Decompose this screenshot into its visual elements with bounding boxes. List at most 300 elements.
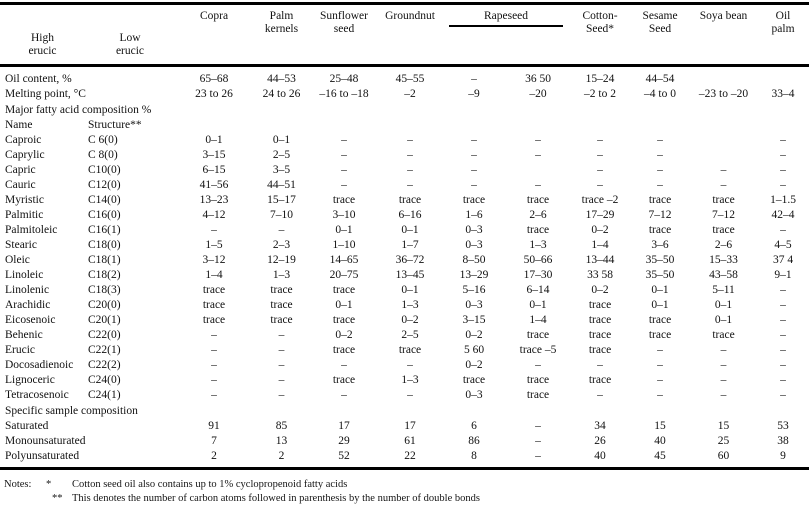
column-header-high-erucic [0,27,85,66]
value-cell: – [278,224,285,236]
value-cell: trace [648,314,672,326]
row-cauric [0,178,809,193]
value-cell: trace [332,374,356,386]
value-cell [690,133,757,148]
column-header-label: Copra [199,10,229,22]
value-cell: – [407,389,413,401]
value-cell [690,118,757,133]
value-cell: 14–65 [329,254,359,266]
notes-prefix: Notes: [4,479,32,490]
value-cell [442,118,506,133]
value-cell: 9 [780,450,786,462]
value-cell: 4–5 [774,239,792,251]
value-cell: – [780,149,786,161]
value-cell: 1–5 [205,239,223,251]
value-cell: – [780,134,786,146]
value-cell: 0–1 [714,299,733,311]
value-cell: – [341,134,347,146]
row-capric [0,163,809,178]
value-cell: trace [202,314,226,326]
value-cell: trace [648,194,672,206]
value-cell: 5–16 [462,284,486,296]
value-cell: 20–75 [329,269,359,281]
value-cell: trace [526,374,550,386]
value-cell: 0–3 [465,224,483,236]
value-cell: – [780,284,786,296]
fatty-acid-name: Cauric [5,179,36,191]
fatty-acid-structure: C18(0) [88,239,121,251]
row-palmitic [0,208,809,223]
column-header-groundnut [378,4,442,66]
value-cell: – [535,149,541,161]
value-cell [506,118,570,133]
value-cell: – [535,435,541,447]
row-linoleic [0,268,809,283]
value-cell: – [471,149,477,161]
value-cell: – [341,179,347,191]
value-cell [506,163,570,178]
value-cell: 22 [404,450,416,462]
value-cell: 13–45 [395,269,425,281]
value-cell: – [657,374,663,386]
row-saturated [0,419,809,434]
row-arachidic [0,298,809,313]
value-cell: 1–7 [401,239,419,251]
value-cell: trace [462,374,486,386]
value-cell: trace [332,314,356,326]
column-header-label: Low erucic [115,32,145,57]
value-cell [757,118,809,133]
value-cell: – [720,359,727,371]
fatty-acid-structure: C14(0) [88,194,121,206]
value-cell: 26 [594,435,606,447]
value-cell: 3–5 [272,164,291,176]
value-cell: 5–11 [712,284,735,296]
value-cell: – [278,389,285,401]
fatty-acid-structure: C16(0) [88,209,121,221]
column-header-soya-bean [690,4,757,66]
value-cell: 86 [468,435,480,447]
value-cell: 2–3 [272,239,291,251]
value-cell: 23 to 26 [195,88,233,100]
value-cell: – [657,179,663,191]
value-cell: 13–23 [199,194,229,206]
value-cell: 1–10 [332,239,356,251]
header-row-main [0,4,809,28]
fatty-acid-name: Caproic [5,134,42,146]
value-cell: – [720,344,727,356]
value-cell: 1–3 [401,374,419,386]
value-cell: 1–3 [272,269,291,281]
value-cell: trace –2 [581,194,619,206]
value-cell: – [780,374,786,386]
value-cell: trace [588,299,612,311]
fatty-acid-name: Caprylic [5,149,45,161]
note-line [0,478,809,492]
value-cell: 1–3 [529,239,547,251]
value-cell: 8 [471,450,477,462]
value-cell: – [471,179,477,191]
header-empty-corner [0,4,175,28]
value-cell: – [211,224,217,236]
value-cell: –23 to –20 [698,88,749,100]
column-header-low-erucic [85,27,175,66]
value-cell: trace [462,194,486,206]
value-cell: 25 [717,435,730,447]
value-cell: 2–6 [529,209,547,221]
column-header-sunflower-seed [310,4,378,66]
table-body [0,66,809,469]
row-label: Saturated [5,420,49,432]
fatty-acid-name: Palmitic [5,209,44,221]
value-cell: – [535,450,541,462]
value-cell: 1–4 [529,314,547,326]
value-cell: – [211,389,217,401]
value-cell: – [780,359,786,371]
value-cell: trace [398,194,422,206]
value-cell: –2 to 2 [584,88,616,100]
value-cell: 36–72 [395,254,425,266]
value-cell [630,118,690,133]
value-cell: 15–17 [267,194,296,206]
column-header-label: Soya bean [699,10,748,22]
value-cell: 0–1 [401,224,419,236]
value-cell: – [657,359,663,371]
note-marker: * [46,479,52,490]
column-header-label: High erucic [28,32,57,57]
value-cell: – [780,344,786,356]
value-cell: 0–2 [335,329,353,341]
value-cell: trace [648,329,672,341]
value-cell: 17–30 [523,269,553,281]
fatty-acid-name: Name [5,119,33,131]
value-cell: – [720,179,727,191]
value-cell: 38 [777,435,789,447]
value-cell: 1–4 [205,269,223,281]
value-cell: – [278,359,285,371]
row-caprylic [0,148,809,163]
value-cell: – [657,164,663,176]
fatty-acid-structure: C10(0) [88,164,121,176]
value-cell: – [211,374,217,386]
fatty-acid-structure: C20(0) [88,299,121,311]
value-cell: 5 60 [463,344,485,356]
value-cell: 0–2 [591,224,609,236]
fatty-acid-name: Capric [5,164,36,176]
value-cell [175,118,253,133]
row-behenic [0,328,809,343]
value-cell: 2–5 [272,149,291,161]
section-label: Specific sample composition [5,404,138,417]
value-cell: 3–15 [202,149,226,161]
value-cell: – [407,164,413,176]
value-cell: 13 [275,435,288,447]
value-cell: trace [712,329,735,341]
value-cell [690,66,757,88]
value-cell: – [471,73,477,85]
oilseed-composition-table [0,2,809,470]
notes-block [0,478,809,506]
value-cell: – [597,359,603,371]
value-cell: 0–2 [401,314,419,326]
fatty-acid-structure: C22(2) [88,359,121,371]
fatty-acid-structure: Structure** [88,119,142,131]
value-cell: trace [526,224,550,236]
value-cell: 36 50 [525,73,551,85]
value-cell: – [720,389,727,401]
fatty-acid-name: Behenic [5,329,43,341]
value-cell: 50–66 [523,254,553,266]
fatty-acid-name: Docosadienoic [5,359,74,371]
value-cell: trace [398,344,422,356]
value-cell: trace [332,344,356,356]
value-cell: trace [332,194,356,206]
note-marker: ** [52,493,63,504]
note-text: Cotton seed oil also contains up to 1% cyclopropenoid fatty acids [72,479,348,490]
row-lignoceric [0,373,809,388]
column-header-label: Palm kernels [264,10,299,35]
value-cell: 3–15 [462,314,486,326]
value-cell: – [720,374,727,386]
value-cell: trace [588,314,612,326]
fatty-acid-structure: C18(1) [88,254,121,266]
value-cell: trace [588,344,612,356]
row-linolenic [0,283,809,298]
fatty-acid-structure: C22(0) [88,329,121,341]
value-cell: – [597,134,603,146]
value-cell: trace [588,329,612,341]
value-cell: –2 [404,88,416,100]
row-name [0,118,809,133]
value-cell: – [780,389,786,401]
value-cell: 60 [717,450,730,462]
value-cell: – [341,149,347,161]
value-cell: – [341,164,347,176]
value-cell: 13–44 [585,254,615,266]
value-cell: –16 to –18 [319,88,369,100]
value-cell: 7 [211,435,217,447]
value-cell: – [535,134,541,146]
value-cell: 15 [654,420,666,432]
value-cell: – [780,164,786,176]
row-myristic [0,193,809,208]
value-cell: – [780,224,786,236]
value-cell: 0–1 [335,299,353,311]
fatty-acid-name: Stearic [5,239,37,251]
row-eicosenoic [0,313,809,328]
value-cell: – [597,179,603,191]
value-cell: 0–1 [714,314,733,326]
value-cell: – [597,389,603,401]
value-cell: – [535,359,541,371]
value-cell: 2–6 [714,239,733,251]
row-oil-content [0,66,809,88]
value-cell: – [407,179,413,191]
row-tetracosenoic [0,388,809,403]
fatty-acid-structure: C18(2) [88,269,121,281]
column-header-palm-kernels [253,4,310,66]
column-header-label: Groundnut [385,10,435,22]
fatty-acid-structure: C22(1) [88,344,121,356]
rapeseed-underline [449,25,563,27]
note-text: This denotes the number of carbon atoms followed in parenthesis by the number of double bonds [72,493,480,504]
row-melting-point-c [0,87,809,102]
value-cell: 13–29 [459,269,489,281]
value-cell: –4 to 0 [644,88,676,100]
row-label: Oil content, % [5,73,72,85]
value-cell: 35–50 [645,269,675,281]
row-major-fatty-acid-composition [0,102,809,118]
value-cell: 1–6 [465,209,483,221]
value-cell: 33 58 [587,269,613,281]
value-cell: trace [202,299,226,311]
value-cell: 2 [211,450,217,462]
value-cell [378,118,442,133]
fatty-acid-name: Erucic [5,344,36,356]
value-cell: 0–2 [465,359,483,371]
fatty-acid-structure: C12(0) [88,179,121,191]
value-cell: – [471,164,477,176]
column-header-label: Sunflower seed [320,10,368,35]
value-cell: – [657,389,663,401]
column-header-label: Oil palm [771,10,795,35]
row-polyunsaturated [0,449,809,469]
value-cell: 2–5 [401,329,419,341]
value-cell: 7–10 [270,209,293,221]
value-cell: 15–33 [709,254,738,266]
row-stearic [0,238,809,253]
value-cell: – [657,344,663,356]
row-monounsaturated [0,434,809,449]
value-cell: 33–4 [771,88,795,100]
value-cell: –20 [529,88,547,100]
value-cell: 40 [654,435,666,447]
fatty-acid-structure: C24(1) [88,389,121,401]
value-cell: trace [588,374,612,386]
value-cell: – [657,149,663,161]
fatty-acid-name: Linolenic [5,284,50,296]
row-oleic [0,253,809,268]
value-cell: trace [712,194,735,206]
value-cell: trace [526,329,550,341]
value-cell [310,118,378,133]
fatty-acid-name: Myristic [5,194,44,206]
fatty-acid-name: Palmitoleic [5,224,58,236]
value-cell: 7–12 [712,209,736,221]
column-header-cotton-seed [570,4,630,66]
value-cell [757,66,809,88]
value-cell: trace [270,314,293,326]
value-cell: – [278,344,285,356]
value-cell: 0–3 [465,239,483,251]
value-cell: 6–15 [202,164,226,176]
value-cell: – [278,329,285,341]
row-docosadienoic [0,358,809,373]
value-cell: 44–54 [645,73,675,85]
value-cell: 17 [404,420,416,432]
value-cell: 29 [338,435,350,447]
column-header-label: Sesame Seed [642,10,678,35]
value-cell: 0–3 [465,389,483,401]
value-cell [690,148,757,163]
value-cell: 0–1 [529,299,547,311]
value-cell: 0–1 [205,134,223,146]
column-header-sesame-seed [630,4,690,66]
row-label: Polyunsaturated [5,450,80,462]
value-cell: 37 4 [772,254,794,266]
value-cell: – [278,374,285,386]
value-cell: – [535,179,541,191]
value-cell: 45 [654,450,666,462]
value-cell: 52 [338,450,350,462]
fatty-acid-name: Linoleic [5,269,44,281]
value-cell: 44–51 [267,179,296,191]
value-cell: – [341,359,347,371]
value-cell: 65–68 [199,73,229,85]
value-cell: 0–1 [335,224,353,236]
value-cell: 0–3 [465,299,483,311]
value-cell: – [407,149,413,161]
column-header-copra [175,4,253,66]
table-header [0,4,809,66]
value-cell: 17 [338,420,350,432]
fatty-acid-name: Arachidic [5,299,51,311]
column-header-oil-palm [757,4,809,66]
value-cell: 0–1 [401,284,419,296]
value-cell: 9–1 [774,269,792,281]
value-cell: – [407,359,413,371]
column-group-rapeseed [442,4,570,28]
fatty-acid-name: Tetracosenoic [5,389,69,401]
value-cell: 4–12 [202,209,226,221]
fatty-acid-structure: C 8(0) [88,149,118,161]
value-cell: – [780,299,786,311]
value-cell: 6–14 [526,284,550,296]
value-cell: trace –5 [519,344,557,356]
value-cell: trace [332,284,356,296]
row-label: Melting point, °C [5,88,86,100]
value-cell: 12–19 [267,254,296,266]
value-cell: 85 [275,420,288,432]
value-cell: – [597,149,603,161]
value-cell: – [780,179,786,191]
value-cell: 45–55 [395,73,425,85]
value-cell: 3–12 [202,254,226,266]
value-cell: trace [202,284,226,296]
value-cell: – [720,164,727,176]
value-cell [253,118,310,133]
value-cell: 61 [404,435,416,447]
value-cell: 1–1.5 [770,194,796,206]
value-cell: 0–2 [591,284,609,296]
fatty-acid-name: Eicosenoic [5,314,56,326]
value-cell: 44–53 [267,73,296,85]
row-erucic [0,343,809,358]
value-cell: 2 [278,450,285,462]
value-cell: – [535,420,541,432]
value-cell: 24 to 26 [262,88,301,100]
value-cell: 3–6 [651,239,669,251]
value-cell: 1–4 [591,239,609,251]
value-cell: trace [526,389,550,401]
row-caproic [0,133,809,148]
row-label: Monounsaturated [5,435,86,447]
value-cell: 34 [594,420,606,432]
fatty-acid-structure: C24(0) [88,374,121,386]
value-cell: – [780,314,786,326]
value-cell: – [341,389,347,401]
fatty-acid-structure: C16(1) [88,224,121,236]
